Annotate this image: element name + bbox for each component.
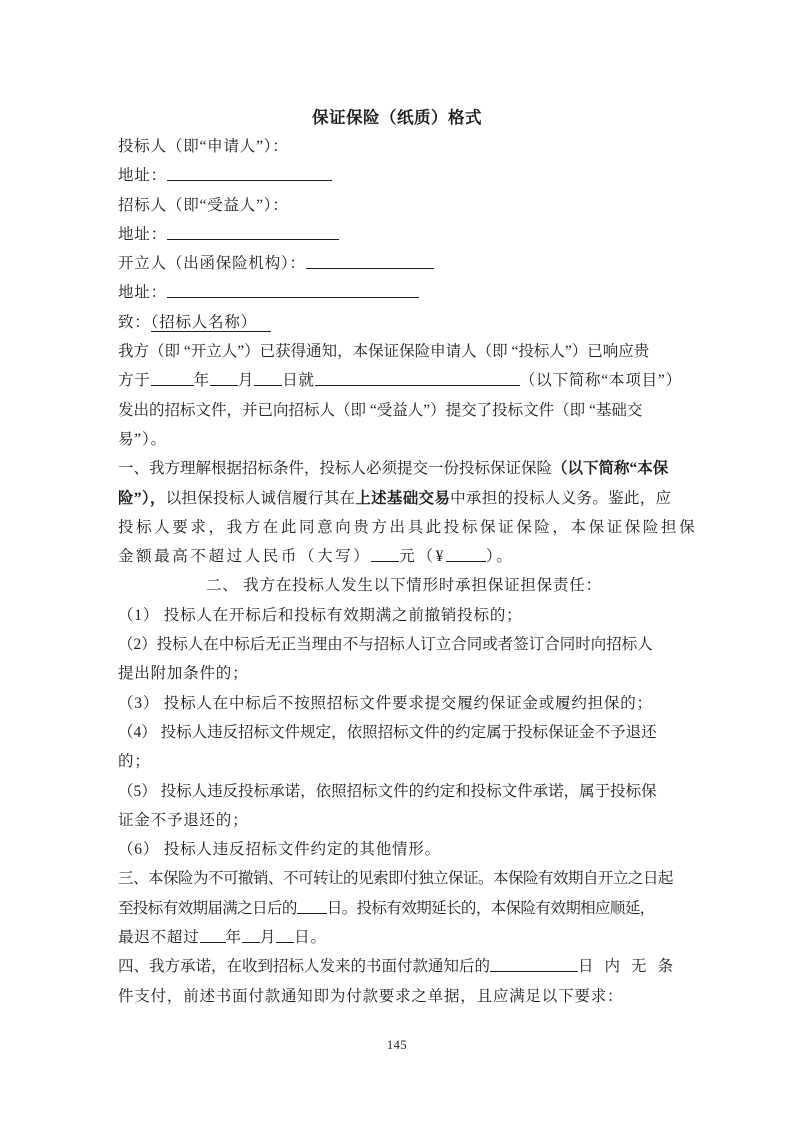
- text-segment: （6） 投标人违反招标文件约定的其他情形。: [118, 841, 441, 859]
- text-segment: 日就: [282, 372, 315, 390]
- text-segment: 上述基础交易: [355, 489, 451, 507]
- text-segment: 一、我方理解根据招标条件，投标人必须提交一份投标保证保险: [118, 460, 553, 478]
- text-segment: ）。: [485, 548, 515, 566]
- document-body: [118, 132, 698, 1011]
- text-segment: 方于: [118, 372, 151, 390]
- fill-in-blank: [167, 284, 419, 298]
- doc-line: [118, 982, 678, 1011]
- text-segment: 投标人（即“申请人”）：: [118, 138, 289, 155]
- doc-line: [118, 601, 678, 630]
- doc-line: [118, 952, 685, 981]
- fill-in-blank: [167, 167, 332, 181]
- fill-in-blank: [200, 929, 226, 943]
- text-segment: 件支付，前述书面付款通知即为付款要求之单据，且应满足以下要求：: [118, 987, 624, 1005]
- doc-line: [118, 191, 678, 220]
- text-segment: 月: [237, 372, 255, 390]
- doc-line: [118, 718, 678, 747]
- text-segment: 开立人（出函保险机构）：: [118, 255, 306, 273]
- text-segment: 我方（即 “开立人”）已获得通知，本保证保险申请人（即 “投标人”）已响应贵: [118, 343, 650, 361]
- text-segment: 地址：: [118, 225, 167, 243]
- text-segment: 年: [193, 372, 210, 390]
- document-title: 保证保险（纸质）格式: [312, 108, 482, 127]
- fill-in-blank: [167, 226, 339, 240]
- text-segment: 最迟不超过: [118, 929, 200, 947]
- fill-in-blank: [254, 372, 282, 386]
- text-segment: （以下简称“本项目”）: [519, 372, 682, 390]
- text-segment: 招标人（即“受益人”）：: [118, 196, 289, 214]
- fill-in-blank: [151, 372, 194, 386]
- text-segment: 至投标有效期届满之日后的: [118, 899, 297, 917]
- doc-line: [118, 835, 678, 864]
- text-segment: 日。投标有效期延长的，本保险有效期相应顺延，: [326, 899, 655, 917]
- text-segment: （4） 投标人违反招标文件规定，依照招标文件的约定属于投标保证金不予退还: [118, 723, 657, 741]
- page-number: 145: [386, 1038, 408, 1052]
- text-segment: 以担保投标人诚信履行其在: [165, 489, 356, 507]
- text-segment: 地址：: [118, 167, 167, 185]
- doc-line: [118, 425, 678, 454]
- text-segment: 年: [225, 929, 242, 947]
- doc-line: [118, 571, 678, 600]
- doc-line: [118, 220, 678, 249]
- text-segment: 投标人要求，我方在此同意向贵方出具此投标保证保险，本保证保险担保: [118, 518, 698, 536]
- fill-in-blank: [306, 255, 434, 269]
- fill-in-blank: [242, 929, 260, 943]
- fill-in-blank: [210, 372, 238, 386]
- text-segment: 证金不予退还的；: [118, 811, 249, 829]
- text-segment: 元（¥: [399, 548, 446, 566]
- doc-line: [118, 484, 678, 513]
- text-segment: 发出的招标文件，并已向招标人（即 “受益人”）提交了投标文件（即 “基础交: [118, 401, 643, 419]
- text-segment: 日内无条: [578, 958, 685, 976]
- text-segment: 三、本保险为不可撤销、不可转让的见索即付独立保证。本保险有效期自开立之日起: [118, 870, 674, 888]
- text-segment: 易”）。: [118, 430, 167, 448]
- text-segment: （1） 投标人在开标后和投标有效期满之前撤销投标的；: [118, 606, 523, 624]
- doc-line: [118, 747, 678, 776]
- fill-in-blank: [446, 548, 486, 562]
- fill-in-blank: [276, 929, 294, 943]
- fill-in-blank: [297, 900, 327, 914]
- doc-line: [118, 864, 678, 893]
- text-segment: 月: [259, 929, 277, 947]
- doc-line: [118, 777, 678, 806]
- text-segment: 致：: [118, 313, 151, 331]
- doc-line: [118, 132, 678, 161]
- doc-line: [118, 630, 678, 659]
- doc-line: [118, 366, 682, 395]
- doc-line: [118, 396, 678, 425]
- doc-line: [118, 454, 678, 483]
- text-segment: （招标人名称）: [151, 314, 271, 332]
- text-segment: （5） 投标人违反投标承诺，依照招标文件的约定和投标文件承诺，属于投标保: [118, 782, 657, 800]
- doc-line: [118, 659, 678, 688]
- text-segment: 中承担的投标人义务。鉴此，应: [450, 489, 672, 507]
- doc-line: [118, 894, 678, 923]
- doc-line: [118, 689, 678, 718]
- text-segment: 险”），: [118, 489, 166, 507]
- doc-line: [118, 308, 678, 337]
- doc-line: [118, 923, 678, 952]
- doc-line: [118, 542, 678, 571]
- text-segment: 日。: [294, 929, 327, 947]
- text-segment: 二、 我方在投标人发生以下情形时承担保证担保责任：: [206, 577, 602, 595]
- fill-in-blank: [315, 372, 520, 386]
- doc-line: [118, 513, 698, 542]
- doc-line: [118, 278, 678, 307]
- text-segment: 提出附加条件的；: [118, 665, 249, 683]
- doc-line: [118, 337, 678, 366]
- text-segment: （2）投标人在中标后无正当理由不与招标人订立合同或者签订合同时向招标人: [118, 636, 653, 654]
- doc-line: [118, 161, 678, 190]
- text-segment: （以下简称“本保: [552, 460, 669, 478]
- fill-in-blank: [490, 958, 578, 972]
- text-segment: 金额最高不超过人民币（大写）: [118, 548, 372, 566]
- text-segment: 的；: [118, 753, 151, 771]
- text-segment: 地址：: [118, 284, 167, 302]
- doc-line: [118, 249, 678, 278]
- fill-in-blank: [371, 548, 399, 562]
- text-segment: 四、我方承诺，在收到招标人发来的书面付款通知后的: [118, 958, 491, 976]
- text-segment: （3） 投标人在中标后不按照招标文件要求提交履约保证金或履约担保的；: [118, 694, 653, 712]
- doc-line: [118, 806, 678, 835]
